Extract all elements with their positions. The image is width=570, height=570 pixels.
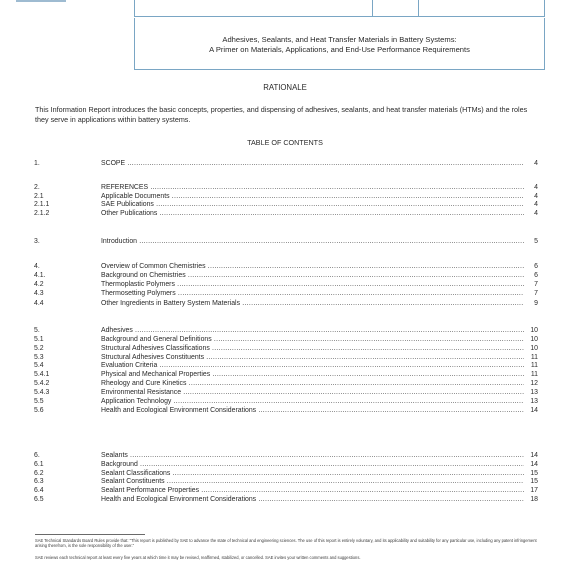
toc-entry (0, 397, 570, 406)
toc-entry (0, 262, 570, 271)
toc-entry-title: Rheology and Cure Kinetics ..... (101, 379, 526, 388)
header-divider (372, 0, 373, 16)
footer-notice-1: SAE Technical Standards Board Rules provide that: "This report is published by SAE to advance the state of technical and engineering sciences. The use of this report is entirely voluntary, and its applicability and suitability for any particular use, including any patent infringement arising therefrom, is the sole responsibility of the user." (35, 538, 537, 548)
toc-entry-number: 6.2 (34, 470, 44, 477)
toc-entry-page: 5 (524, 237, 538, 246)
toc-entry (0, 477, 570, 486)
toc-entry-number: 5. (34, 327, 40, 334)
toc-entry-page: 13 (524, 397, 538, 406)
toc-entry-number: 5.4.1 (34, 371, 50, 378)
toc-entry (0, 379, 570, 388)
toc-entry (0, 451, 570, 460)
toc-entry-number: 4.4 (34, 300, 44, 307)
header-corner-mark (16, 0, 66, 2)
toc-entry-title: Application Technology ..... (101, 397, 526, 406)
toc-entry-page: 12 (524, 379, 538, 388)
toc-entry-page: 15 (524, 469, 538, 478)
toc-entry-title: Structural Adhesives Constituents ..... (101, 353, 526, 362)
toc-entry-number: 5.3 (34, 354, 44, 361)
toc-entry-page: 14 (524, 406, 538, 415)
toc-entry-number: 6.1 (34, 461, 44, 468)
toc-entry-title: Background on Chemistries ..... (101, 271, 526, 280)
toc-entry-number: 4.2 (34, 281, 44, 288)
toc-entry (0, 183, 570, 192)
toc-entry-page: 6 (524, 262, 538, 271)
toc-entry-title: Overview of Common Chemistries ..... (101, 262, 526, 271)
toc-entry-page: 10 (524, 335, 538, 344)
toc-entry-page: 6 (524, 271, 538, 280)
toc-entry-page: 11 (524, 353, 538, 362)
rationale-heading: RATIONALE (263, 83, 307, 92)
toc-entry (0, 335, 570, 344)
toc-entry (0, 326, 570, 335)
toc-entry-title: Sealant Constituents ..... (101, 477, 526, 486)
toc-entry-number: 6. (34, 452, 40, 459)
toc-entry-page: 11 (524, 370, 538, 379)
document-title-line-2: A Primer on Materials, Applications, and End-Use Performance Requirements (209, 45, 470, 54)
document-title-line-1: Adhesives, Sealants, and Heat Transfer Materials in Battery Systems: (222, 35, 457, 44)
toc-entry-title: Physical and Mechanical Properties ..... (101, 370, 526, 379)
toc-entry-number: 1. (34, 160, 40, 167)
toc-entry-page: 10 (524, 326, 538, 335)
toc-entry-page: 17 (524, 486, 538, 495)
toc-entry-page: 7 (524, 289, 538, 298)
toc-entry-number: 5.4.2 (34, 380, 50, 387)
header-top-frame (134, 0, 545, 17)
toc-entry (0, 299, 570, 308)
toc-entry-page: 13 (524, 388, 538, 397)
toc-entry-number: 5.5 (34, 398, 44, 405)
toc-entry-title: Sealants ..... (101, 451, 526, 460)
toc-entry-number: 2.1.1 (34, 201, 50, 208)
toc-entry-title: Other Ingredients in Battery System Materials ..... (101, 299, 526, 308)
toc-entry-title: Sealant Classifications ..... (101, 469, 526, 478)
toc-entry-title: Background ..... (101, 460, 526, 469)
toc-entry-title: Environmental Resistance ..... (101, 388, 526, 397)
toc-entry (0, 388, 570, 397)
toc-entry-title: SCOPE ..... (101, 159, 526, 168)
toc-entry (0, 200, 570, 209)
toc-entry-number: 5.6 (34, 407, 44, 414)
toc-entry-page: 4 (524, 159, 538, 168)
toc-entry-title: Thermosetting Polymers ..... (101, 289, 526, 298)
toc-entry-number: 6.3 (34, 478, 44, 485)
toc-entry-title: Applicable Documents ..... (101, 192, 526, 201)
toc-entry-page: 4 (524, 192, 538, 201)
toc-entry (0, 370, 570, 379)
footer-divider (35, 534, 145, 535)
toc-entry-title: Adhesives ..... (101, 326, 526, 335)
toc-entry-number: 6.4 (34, 487, 44, 494)
toc-entry (0, 460, 570, 469)
toc-entry-title: Health and Ecological Environment Considerations ..... (101, 406, 526, 415)
footer-notice-2: SAE reviews each technical report at least every five years at which time it may be revised, reaffirmed, stabilized, or cancelled. SAE invites your written comments and suggestions. (35, 555, 361, 560)
toc-entry-number: 2.1 (34, 193, 44, 200)
toc-entry (0, 344, 570, 353)
toc-entry-title: Structural Adhesives Classifications ..... (101, 344, 526, 353)
toc-entry-number: 2. (34, 184, 40, 191)
toc-entry-page: 10 (524, 344, 538, 353)
toc-entry-page: 15 (524, 477, 538, 486)
toc-entry (0, 289, 570, 298)
toc-entry-page: 4 (524, 209, 538, 218)
toc-entry (0, 271, 570, 280)
toc-entry-title: Other Publications ..... (101, 209, 526, 218)
toc-entry (0, 495, 570, 504)
toc-entry-number: 4. (34, 263, 40, 270)
toc-entry (0, 237, 570, 246)
toc-entry-page: 9 (524, 299, 538, 308)
document-title-box (134, 18, 545, 70)
toc-entry (0, 280, 570, 289)
toc-entry-page: 14 (524, 460, 538, 469)
toc-entry-number: 2.1.2 (34, 210, 50, 217)
toc-heading: TABLE OF CONTENTS (247, 138, 323, 147)
toc-entry-number: 5.1 (34, 336, 44, 343)
toc-entry-page: 18 (524, 495, 538, 504)
toc-entry-title: REFERENCES ..... (101, 183, 526, 192)
toc-entry (0, 209, 570, 218)
toc-entry-title: Thermoplastic Polymers ..... (101, 280, 526, 289)
toc-entry-number: 4.3 (34, 290, 44, 297)
toc-entry-page: 11 (524, 361, 538, 370)
toc-entry-number: 5.4.3 (34, 389, 50, 396)
toc-entry-page: 7 (524, 280, 538, 289)
toc-entry-title: Background and General Definitions ..... (101, 335, 526, 344)
toc-entry-title: SAE Publications ..... (101, 200, 526, 209)
toc-entry-title: Sealant Performance Properties ..... (101, 486, 526, 495)
toc-entry-page: 14 (524, 451, 538, 460)
toc-entry-number: 6.5 (34, 496, 44, 503)
toc-entry-number: 3. (34, 238, 40, 245)
toc-entry-title: Evaluation Criteria ..... (101, 361, 526, 370)
toc-entry (0, 406, 570, 415)
toc-entry (0, 486, 570, 495)
toc-entry-page: 4 (524, 183, 538, 192)
toc-entry-title: Health and Ecological Environment Considerations ..... (101, 495, 526, 504)
toc-entry-number: 5.4 (34, 362, 44, 369)
header-divider (418, 0, 419, 16)
toc-entry (0, 361, 570, 370)
toc-entry-page: 4 (524, 200, 538, 209)
rationale-text: This Information Report introduces the basic concepts, properties, and dispensing of adhesives, sealants, and heat transfer materials (HTMs) and the roles they serve in applications within battery systems. (35, 105, 528, 124)
toc-entry-number: 4.1. (34, 272, 46, 279)
toc-entry (0, 159, 570, 168)
toc-entry-title: Introduction ..... (101, 237, 526, 246)
toc-entry-number: 5.2 (34, 345, 44, 352)
